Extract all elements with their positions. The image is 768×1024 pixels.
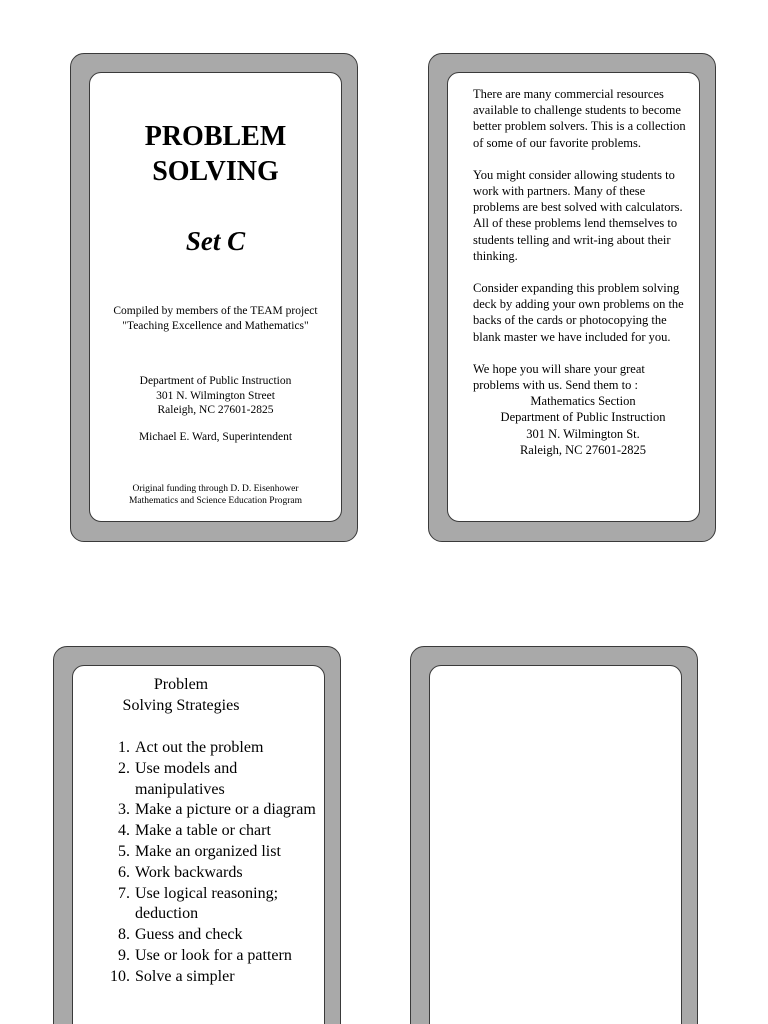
intro-card-inner: [447, 72, 700, 522]
cover-dept-line2: 301 N. Wilmington Street: [156, 390, 275, 402]
strategy-number: 10.: [110, 967, 130, 985]
cover-card: [70, 53, 358, 542]
strategy-text: Use logical reasoning; deduction: [135, 884, 279, 923]
intro-card: [428, 53, 716, 542]
intro-paragraph-3: Consider expanding this problem solving deck by adding your own problems on the backs of the cards or photocopying the blank master we have included for you.: [473, 281, 684, 344]
strategy-text: Solve a simpler: [135, 967, 235, 985]
strategy-number: 9.: [118, 946, 130, 964]
strategy-item: [93, 800, 323, 821]
strategy-number: 8.: [118, 926, 130, 944]
strategy-text: Act out the problem: [135, 739, 264, 756]
cover-card-inner: [89, 72, 342, 522]
strategy-number: 4.: [118, 822, 130, 840]
cover-title-line2: SOLVING: [152, 156, 279, 187]
strategy-number: 7.: [118, 884, 130, 902]
strategy-item: [93, 759, 323, 801]
cover-compiled-line2: "Teaching Excellence and Mathematics": [122, 320, 309, 332]
strategy-number: 5.: [118, 842, 130, 860]
strategy-item: [93, 946, 323, 967]
strategies-heading-line2: Solving Strategies: [122, 697, 240, 714]
strategy-text: Work backwards: [135, 863, 243, 881]
strategies-heading-line1: Problem: [153, 676, 209, 693]
intro-address-line3: 301 N. Wilmington St.: [526, 426, 640, 441]
intro-paragraph-4: We hope you will share your great problems with us. Send them to :: [473, 361, 645, 393]
cover-title-line1: PROBLEM: [144, 121, 287, 152]
intro-paragraph-1: There are many commercial resources available to challenge students to become better problem solvers. This is a collection of some of our favorite problems.: [473, 87, 686, 150]
blank-card-inner: [429, 665, 682, 1024]
strategies-card: [53, 646, 341, 1024]
cover-compiled-line1: Compiled by members of the TEAM project: [113, 305, 318, 317]
cover-funding-line1: Original funding through D. D. Eisenhower: [132, 484, 299, 494]
cover-set-label: Set C: [185, 226, 246, 256]
strategies-list: [93, 738, 323, 988]
cover-dept-line3: Raleigh, NC 27601-2825: [157, 404, 274, 416]
strategy-number: 2.: [118, 759, 130, 777]
strategy-number: 3.: [118, 801, 130, 819]
strategy-item: [93, 842, 323, 863]
strategy-text: Guess and check: [135, 926, 243, 944]
strategy-number: 6.: [118, 863, 130, 881]
cover-dept-line1: Department of Public Instruction: [139, 375, 292, 387]
strategy-item: [93, 738, 323, 759]
intro-text-block: [473, 86, 693, 458]
intro-address-line2: Department of Public Instruction: [500, 410, 666, 425]
strategy-number: 1.: [118, 739, 130, 756]
blank-card: [410, 646, 698, 1024]
intro-address: [473, 393, 693, 458]
strategy-item: [93, 967, 323, 988]
cover-superintendent: Michael E. Ward, Superintendent: [138, 431, 293, 443]
strategy-item: [93, 925, 323, 946]
strategies-card-inner: [72, 665, 325, 1024]
intro-paragraph-2: You might consider allowing students to work with partners. Many of these problems are best solved with calculators. All of these problems lend themselves to students telling and writ-ing about their thinking.: [473, 167, 683, 263]
strategy-item: [93, 821, 323, 842]
cover-funding-line2: Mathematics and Science Education Program: [128, 496, 303, 506]
intro-address-line1: Mathematics Section: [530, 394, 636, 409]
strategy-text: Make an organized list: [135, 842, 281, 860]
strategy-text: Make a table or chart: [135, 822, 271, 840]
strategy-text: Use models and manipulatives: [135, 759, 238, 798]
strategy-text: Make a picture or a diagram: [135, 801, 316, 819]
strategy-text: Use or look for a pattern: [135, 946, 292, 964]
strategy-item: [93, 863, 323, 884]
intro-address-line4: Raleigh, NC 27601-2825: [519, 442, 647, 457]
strategy-item: [93, 884, 323, 926]
